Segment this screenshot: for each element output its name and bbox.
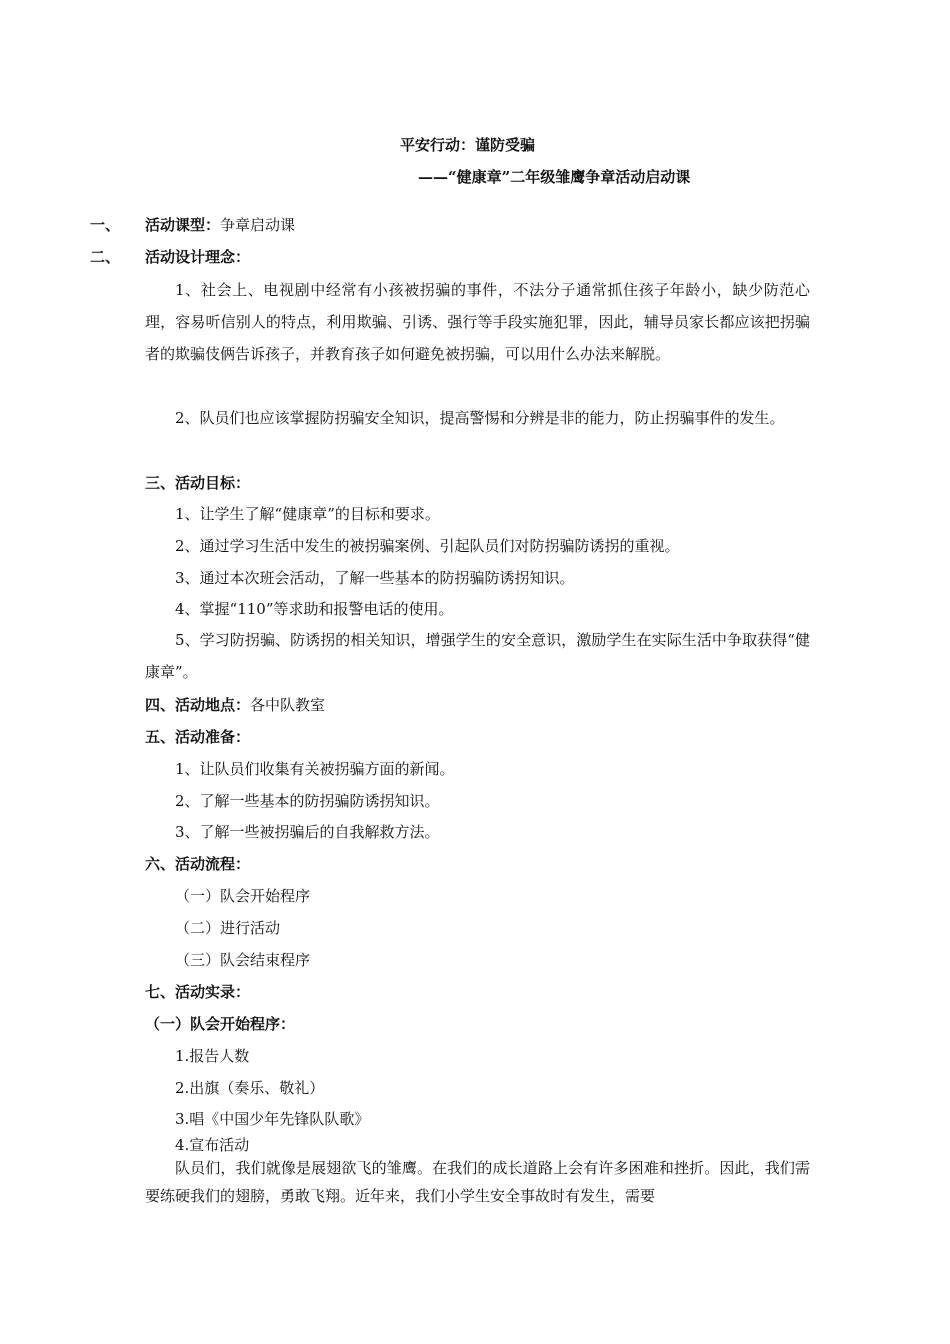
flow-item-2: （二）进行活动 bbox=[175, 919, 281, 937]
goal-item-3: 3、通过本次班会活动，了解一些基本的防拐骗防诱拐知识。 bbox=[175, 569, 575, 587]
goal-item-4: 4、掌握“110”等求助和报警电话的使用。 bbox=[175, 600, 454, 618]
record-item-2: 2.出旗（奏乐、敬礼） bbox=[175, 1079, 325, 1097]
section-1-line bbox=[145, 214, 295, 235]
flow-item-1: （一）队会开始程序 bbox=[175, 887, 311, 905]
prep-item-3: 3、了解一些被拐骗后的自我解救方法。 bbox=[175, 823, 440, 841]
section-2-label: 活动设计理念： bbox=[145, 248, 251, 266]
section-4-value: 各中队教室 bbox=[250, 696, 326, 714]
document-title: 平安行动：谨防受骗 bbox=[400, 136, 536, 154]
record-item-3: 3.唱《中国少年先锋队队歌》 bbox=[175, 1110, 370, 1128]
section-5-label: 五、活动准备： bbox=[145, 728, 251, 746]
record-paragraph: 队员们，我们就像是展翅欲飞的雏鹰。在我们的成长道路上会有许多困难和挫折。因此，我们需要练硬我们的翅膀，勇敢飞翔。近年来，我们小学生安全事故时有发生，需要 bbox=[145, 1159, 810, 1205]
section-2-paragraph-1: 1、社会上、电视剧中经常有小孩被拐骗的事件，不法分子通常抓住孩子年龄小，缺少防范心理，容易听信别人的特点，利用欺骗、引诱、强行等手段实施犯罪，因此，辅导员家长都应该把拐骗者的欺骗伎俩告诉孩子，并教育孩子如何避免被拐骗，可以用什么办法来解脱。 bbox=[145, 281, 810, 363]
section-3-label: 三、活动目标： bbox=[145, 474, 251, 492]
record-item-1: 1.报告人数 bbox=[175, 1047, 250, 1065]
section-1-value: 争章启动课 bbox=[220, 216, 296, 234]
document-subtitle: ——“健康章”二年级雏鹰争章活动启动课 bbox=[418, 168, 691, 186]
record-item-4: 4.宣布活动 bbox=[175, 1136, 250, 1154]
section-6-label: 六、活动流程： bbox=[145, 855, 251, 873]
section-2-number: 二、 bbox=[90, 248, 121, 266]
section-1-number: 一、 bbox=[90, 216, 121, 234]
prep-item-2: 2、了解一些基本的防拐骗防诱拐知识。 bbox=[175, 792, 440, 810]
goal-item-2: 2、通过学习生活中发生的被拐骗案例、引起队员们对防拐骗防诱拐的重视。 bbox=[175, 537, 680, 555]
prep-item-1: 1、让队员们收集有关被拐骗方面的新闻。 bbox=[175, 760, 455, 778]
section-4-line bbox=[145, 694, 325, 715]
flow-item-3: （三）队会结束程序 bbox=[175, 951, 311, 969]
section-2-paragraph-2: 2、队员们也应该掌握防拐骗安全知识，提高警惕和分辨是非的能力，防止拐骗事件的发生。 bbox=[175, 409, 785, 427]
goal-item-5: 5、学习防拐骗、防诱拐的相关知识，增强学生的安全意识，激励学生在实际生活中争取获得“健康章”。 bbox=[145, 631, 810, 681]
goal-item-1: 1、让学生了解“健康章”的目标和要求。 bbox=[175, 505, 440, 523]
section-4-label: 四、活动地点： bbox=[145, 696, 251, 714]
section-1-label: 活动课型： bbox=[145, 216, 221, 234]
section-7-subheading: （一）队会开始程序： bbox=[145, 1015, 296, 1033]
section-7-label: 七、活动实录： bbox=[145, 983, 251, 1001]
